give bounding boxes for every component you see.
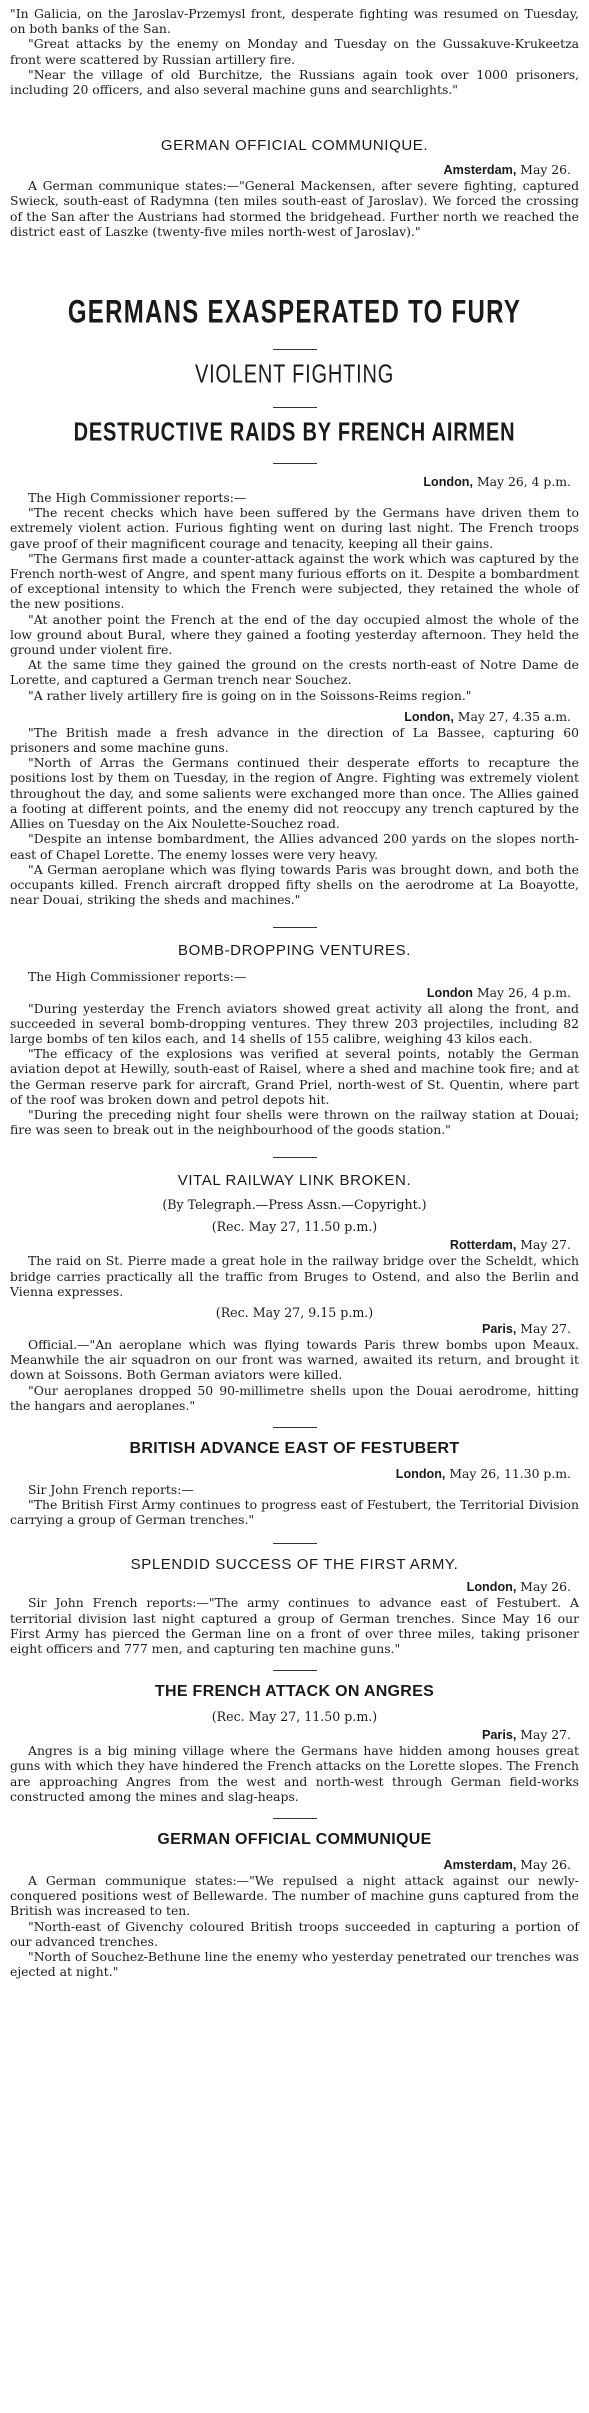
dateline-date: May 26.	[520, 162, 571, 178]
section-title: SPLENDID SUCCESS OF THE FIRST ARMY.	[130, 1556, 459, 1574]
dateline	[10, 474, 571, 490]
divider	[273, 407, 317, 408]
dateline-place: Paris,	[482, 1321, 517, 1336]
dateline-place: London	[426, 985, 473, 1000]
sub-headline: DESTRUCTIVE RAIDS BY FRENCH AIRMEN	[73, 418, 516, 448]
article-para: "North of Arras the Germans continued their desperate efforts to recapture the positions lost by them on Tuesday, in the region of Angre. Fighting was extremely violent throughout the day, and some salients were exchanged more than once. The Allies gained a footing at different points, and the enemy did not reoccupy any trench captured by the Allies on Tuesday on the Aix Noulette-Souchez road.	[10, 755, 579, 832]
dateline-place: Amsterdam,	[443, 163, 517, 178]
dateline-date: May 27.	[520, 1320, 571, 1336]
sub-headline: VIOLENT FIGHTING	[194, 360, 395, 390]
article-para: A German communique states:—"We repulsed a night attack against our newly-conquered positions west of Bellewarde. The number of machine guns captured from the British was increased to ten.	[10, 1873, 579, 1919]
article-para: "A rather lively artillery fire is going on in the Soissons-Reims region."	[28, 687, 472, 703]
dateline	[10, 1857, 571, 1873]
article-para: A German communique states:—"General Mackensen, after severe fighting, captured Swieck, south-east of Radymna (ten miles south-east of Jaroslav). We forced the crossing of the San after the Austrians had stormed the bridgehead. Further north we reached the district east of Laszke (twenty-five miles north-west of Jaroslav)."	[10, 178, 579, 239]
intro-para: "Near the village of old Burchitze, the Russians again took over 1000 prisoners, including 20 officers, and also several machine guns and searchlights."	[10, 66, 579, 98]
article-para: The raid on St. Pierre made a great hole in the railway bridge over the Scheldt, which bridge carries practically all the traffic from Bruges to Ostend, and also the Berlin and Vienna expresses.	[10, 1253, 579, 1299]
received-time: (Rec. May 27, 11.50 p.m.)	[211, 1219, 378, 1235]
section-title: BOMB-DROPPING VENTURES.	[178, 942, 411, 960]
intro-block	[10, 6, 579, 97]
article-para: At the same time they gained the ground on the crests north-east of Notre Dame de Lorette, and captured a German trench near Souchez.	[10, 657, 579, 688]
divider	[273, 463, 317, 464]
article-para: "The recent checks which have been suffered by the Germans have driven them to extremely violent action. Furious fighting went on during last night. The French troops gave proof of their magnificent courage and tenacity, keeping all their gains.	[10, 505, 579, 551]
article-para: "The Germans first made a counter-attack against the work which was captured by the French north-west of Angre, and spent many furious efforts on it. Despite a bombardment of exceptional intensity to which the French were subjected, they retained the whole of the new positions.	[10, 550, 579, 612]
article-para: "Our aeroplanes dropped 50 90-millimetre shells upon the Douai aerodrome, hitting the hangars and aeroplanes."	[10, 1382, 579, 1413]
divider	[273, 1157, 317, 1158]
article-para: "The British made a fresh advance in the direction of La Bassee, capturing 60 prisoners and some machine guns.	[10, 724, 579, 756]
dateline-date: May 26, 11.30 p.m.	[449, 1465, 571, 1481]
article-para: Angres is a big mining village where the Germans have hidden among houses great guns with which they have hindered the French attacks on the Lorette slopes. The French are approaching Angres from the west and north-west through German field-works constructed among the mines and slag-heaps.	[10, 1743, 579, 1804]
section-title: GERMAN OFFICIAL COMMUNIQUE	[157, 1831, 432, 1848]
main-headline: GERMANS EXASPERATED TO FURY	[67, 294, 522, 331]
article-para: "The British First Army continues to progress east of Festubert, the Territorial Division carrying a group of German trenches."	[10, 1496, 579, 1528]
section-first-army-success	[10, 1556, 579, 1656]
section-bomb-dropping	[10, 942, 579, 1137]
article-para: "The efficacy of the explosions was verified at several points, notably the German aviation depot at Hewilly, south-east of Raisel, where a shed and machine took fire; and at the German reserve park for aircraft, Grand Priel, north-west of St. Quentin, where part of the roof was broken down and petrol depots hit.	[10, 1046, 579, 1107]
reporter-line: Sir John French reports:—	[28, 1481, 194, 1497]
dateline	[10, 985, 571, 1001]
dateline-date: May 26.	[520, 1857, 571, 1872]
dateline-date: May 27.	[520, 1237, 571, 1253]
dateline-date: May 26, 4 p.m.	[476, 984, 571, 1000]
section-french-attack-angres	[10, 1683, 579, 1804]
dateline-date: May 27.	[520, 1727, 571, 1743]
article-para: Official.—"An aeroplane which was flying towards Paris threw bombs upon Meaux. Meanwhile the air squadron on our front was warned, awaited its return, and brought it down at Soissons. Both German aviators were killed.	[10, 1336, 579, 1383]
dateline-place: Paris,	[482, 1728, 517, 1743]
dateline-date: May 26.	[520, 1579, 571, 1595]
article-para: "North of Souchez-Bethune line the enemy who yesterday penetrated our trenches was ejected at night."	[10, 1949, 579, 1980]
main-article	[10, 294, 579, 908]
divider	[273, 1670, 317, 1671]
intro-para: "In Galicia, on the Jaroslav-Przemysl front, desperate fighting was resumed on Tuesday, on both banks of the San.	[10, 6, 579, 37]
dateline-place: London,	[404, 709, 454, 724]
article-para: "A German aeroplane which was flying towards Paris was brought down, and both the occupants killed. French aircraft dropped fifty shells on the aerodrome at La Boayotte, near Douai, striking the sheds and machines."	[10, 861, 579, 908]
reporter-line: The High Commissioner reports:—	[28, 490, 247, 506]
section-railway-link	[10, 1172, 579, 1413]
dateline-date: May 27, 4.35 a.m.	[457, 708, 571, 724]
divider	[273, 1427, 317, 1428]
dateline-place: London,	[395, 1466, 446, 1481]
section-festubert-advance	[10, 1440, 579, 1527]
dateline	[10, 1727, 571, 1743]
article-para: "North-east of Givenchy coloured British troops succeeded in capturing a portion of our advanced trenches.	[10, 1918, 579, 1949]
dateline-date: May 26, 4 p.m.	[476, 474, 571, 490]
divider	[273, 1818, 317, 1819]
intro-para: "Great attacks by the enemy on Monday and Tuesday on the Gussakuve-Krukeetza front were scattered by Russian artillery fire.	[10, 36, 579, 67]
dateline	[10, 1237, 571, 1253]
received-time: (Rec. May 27, 9.15 p.m.)	[215, 1304, 374, 1320]
article-para: "During the preceding night four shells were thrown on the railway station at Douai; fire was seen to break out in the neighbourhood of the goods station."	[10, 1106, 579, 1138]
divider	[273, 1543, 317, 1544]
divider	[273, 349, 317, 350]
dateline-place: London,	[423, 475, 473, 490]
article-para: "During yesterday the French aviators showed great activity all along the front, and succeeded in several bomb-dropping ventures. They threw 203 projectiles, including 82 large bombs of ten kilos each, and 14 shells of 155 calibre, weighing 43 kilos each.	[10, 1000, 579, 1046]
section-title: VITAL RAILWAY LINK BROKEN.	[177, 1172, 412, 1190]
dateline	[10, 1321, 571, 1337]
dateline-place: Amsterdam,	[443, 1858, 517, 1872]
section-german-communique-2	[10, 1831, 579, 1979]
section-title: THE FRENCH ATTACK ON ANGRES	[154, 1683, 435, 1701]
dateline	[10, 709, 571, 725]
section-title: GERMAN OFFICIAL COMMUNIQUE.	[160, 137, 429, 155]
article-para: Sir John French reports:—"The army continues to advance east of Festubert. A territorial division last night captured a group of German trenches. Since May 16 our First Army has pierced the German line on a front of over three miles, taking prisoner eight officers and 777 men, and capturing ten machine guns."	[10, 1595, 579, 1656]
article-para: "Despite an intense bombardment, the Allies advanced 200 yards on the slopes north-east of Chapel Lorette. The enemy losses were very heavy.	[10, 831, 579, 862]
article-para: "At another point the French at the end of the day occupied almost the whole of the low ground about Bural, where they gained a footing yesterday afternoon. They held the ground under violent fire.	[10, 611, 579, 658]
divider	[273, 927, 317, 928]
dateline-place: Rotterdam,	[449, 1238, 517, 1253]
dateline	[10, 162, 571, 178]
dateline	[10, 1466, 571, 1482]
telegraph-credit: (By Telegraph.—Press Assn.—Copyright.)	[162, 1197, 427, 1213]
reporter-line: The High Commissioner reports:—	[28, 969, 247, 985]
dateline	[10, 1579, 571, 1595]
received-time: (Rec. May 27, 11.50 p.m.)	[211, 1709, 378, 1725]
dateline-place: London,	[466, 1580, 517, 1595]
section-title: BRITISH ADVANCE EAST OF FESTUBERT	[129, 1439, 460, 1457]
section-german-communique-1	[10, 137, 579, 239]
